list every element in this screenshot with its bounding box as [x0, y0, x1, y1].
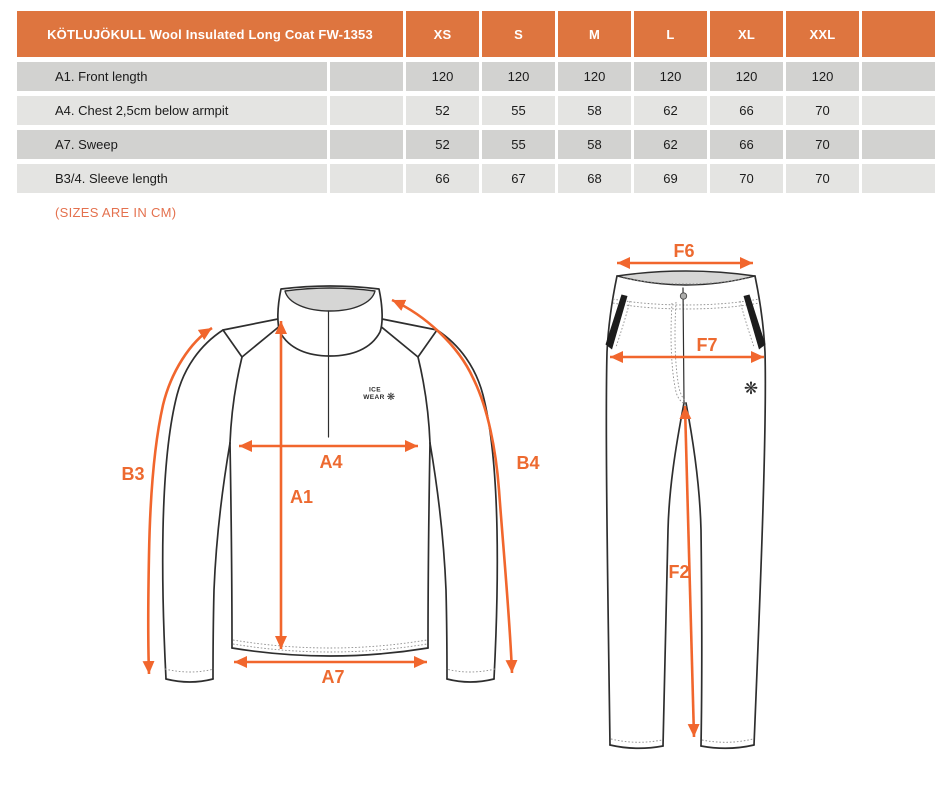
- sweater-right-raglan-seam: [379, 325, 430, 443]
- value-cell: 70: [786, 164, 859, 193]
- value-cell: 69: [634, 164, 707, 193]
- row-label: A1. Front length: [17, 62, 327, 91]
- value-cell: 120: [558, 62, 631, 91]
- value-cell: 70: [786, 130, 859, 159]
- sweater-hem: [232, 648, 428, 656]
- pants-snowflake-icon: ❋: [743, 379, 759, 398]
- measure-label-a7: A7: [321, 667, 345, 687]
- sweater-right-cuff-stitch: [446, 669, 495, 672]
- pants-waistband-stitch: [613, 303, 759, 309]
- value-cell: 62: [634, 130, 707, 159]
- value-cell: 52: [406, 96, 479, 125]
- value-cell: 58: [558, 130, 631, 159]
- measure-arrow-b4: [392, 300, 512, 673]
- value-cell: 120: [786, 62, 859, 91]
- sweater-left-cuff-stitch: [165, 669, 214, 672]
- size-header-l: L: [634, 11, 707, 57]
- value-cell: 66: [406, 164, 479, 193]
- pants-left-hem-stitch: [611, 739, 662, 742]
- value-cell: 55: [482, 130, 555, 159]
- size-header-s: S: [482, 11, 555, 57]
- sweater-right-cuff: [447, 679, 494, 682]
- units-note: (SIZES ARE IN CM): [55, 205, 177, 220]
- measure-label-a1: A1: [290, 487, 314, 507]
- sweater-left-cuff: [166, 679, 213, 682]
- sweater-hem-stitch: [233, 640, 427, 648]
- row-label: B3/4. Sleeve length: [17, 164, 327, 193]
- pants-left-hem: [610, 745, 663, 748]
- pants-right-hem: [701, 745, 754, 748]
- value-cell: 66: [710, 130, 783, 159]
- sweater-body-left-side: [230, 443, 232, 648]
- sweater-diagram: [121, 286, 539, 687]
- sweater-hem-stitch: [233, 644, 427, 652]
- size-header-m: M: [558, 11, 631, 57]
- table-title: KÖTLUJÖKULL Wool Insulated Long Coat FW-1353: [17, 11, 403, 57]
- value-cell: 66: [710, 96, 783, 125]
- size-header-xl: XL: [710, 11, 783, 57]
- value-cell: 120: [634, 62, 707, 91]
- measure-label-a4: A4: [319, 452, 343, 472]
- value-cell: 120: [406, 62, 479, 91]
- pants-waist-opening: [617, 271, 755, 285]
- size-header-xxl: XXL: [786, 11, 859, 57]
- sweater-body-right-side: [428, 443, 430, 648]
- sweater-right-sleeve-inner: [430, 443, 447, 679]
- size-header-xs: XS: [406, 11, 479, 57]
- sweater-left-sleeve-inner: [213, 443, 230, 679]
- value-cell: 120: [710, 62, 783, 91]
- sweater-left-shoulder-seam: [223, 319, 278, 357]
- sweater-left-raglan-seam: [230, 325, 281, 443]
- value-cell: 52: [406, 130, 479, 159]
- row-label: A4. Chest 2,5cm below armpit: [17, 96, 327, 125]
- brand-snowflake-icon: ❋: [386, 392, 396, 403]
- value-cell: 70: [786, 96, 859, 125]
- measure-label-f7: F7: [696, 335, 718, 355]
- value-cell: 120: [482, 62, 555, 91]
- sweater-right-shoulder-seam: [382, 319, 437, 357]
- measure-arrow-b3: [148, 328, 212, 674]
- value-cell: 58: [558, 96, 631, 125]
- value-cell: 55: [482, 96, 555, 125]
- pants-waist-button: [680, 293, 686, 299]
- measure-label-f2: F2: [668, 562, 690, 582]
- value-cell: 70: [710, 164, 783, 193]
- value-cell: 68: [558, 164, 631, 193]
- pants-diagram: [606, 241, 766, 748]
- measure-label-b4: B4: [516, 453, 540, 473]
- value-cell: 67: [482, 164, 555, 193]
- value-cell: 62: [634, 96, 707, 125]
- pants-right-hem-stitch: [702, 739, 753, 742]
- measure-label-b3: B3: [121, 464, 145, 484]
- measure-label-f6: F6: [673, 241, 695, 261]
- brand-logo-line1: ICE: [368, 386, 382, 394]
- brand-logo-line2: WEAR: [363, 394, 385, 401]
- row-label: A7. Sweep: [17, 130, 327, 159]
- pants-waistband-stitch: [613, 299, 759, 305]
